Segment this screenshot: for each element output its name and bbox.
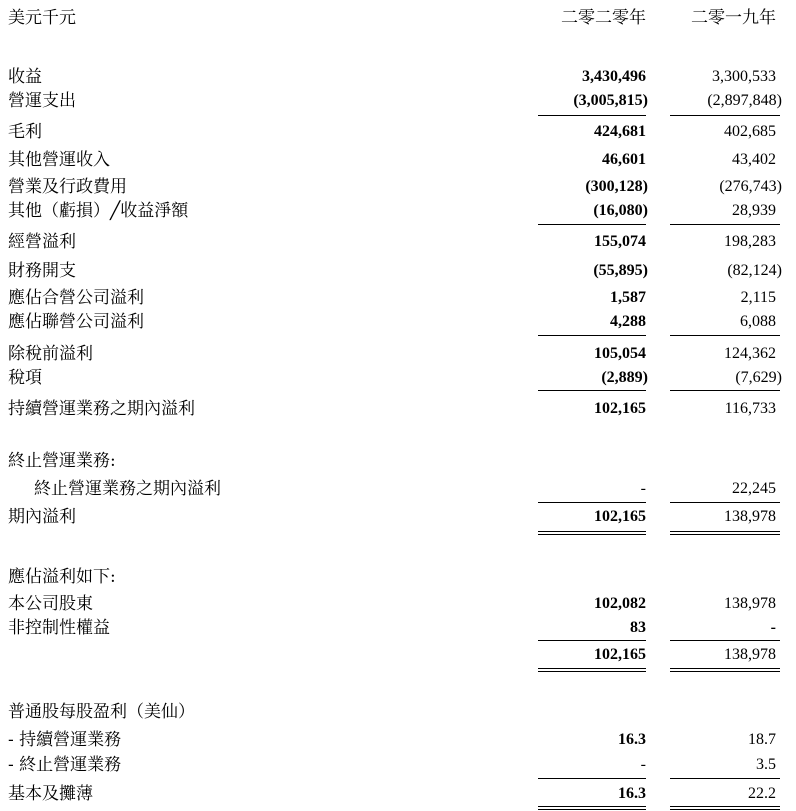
- row-non-controlling: [0, 616, 796, 640]
- value-2019: 28,939: [732, 202, 776, 219]
- unit-label: 美元千元: [8, 8, 76, 28]
- row-label: 財務開支: [8, 261, 76, 281]
- value-2019: 402,685: [724, 123, 776, 140]
- value-2020: (55,895): [593, 262, 648, 279]
- value-2020: 3,430,496: [582, 68, 646, 85]
- row-sga: [0, 175, 796, 199]
- value-2020: 16.3: [618, 785, 646, 802]
- divider-line: [538, 115, 646, 116]
- double-underline: [538, 809, 646, 810]
- value-2020: 16.3: [618, 731, 646, 748]
- row-other-income: [0, 148, 796, 172]
- row-label: - 終止營運業務: [8, 755, 122, 775]
- divider-line: [670, 502, 780, 503]
- row-label: 基本及攤薄: [8, 784, 93, 804]
- divider-line: [538, 335, 646, 336]
- row-finance-costs: [0, 259, 796, 283]
- double-underline: [670, 671, 780, 672]
- row-operating-profit: [0, 230, 796, 254]
- value-2020: 4,288: [610, 313, 646, 330]
- section-heading: 終止營運業務:: [8, 451, 116, 471]
- row-eps-continuing: [0, 728, 796, 752]
- value-2020: 46,601: [602, 151, 646, 168]
- divider-line: [670, 640, 780, 641]
- row-label: 期內溢利: [8, 507, 76, 527]
- divider-line: [670, 224, 780, 225]
- row-label: 稅項: [8, 368, 42, 388]
- value-2019: (7,629): [735, 369, 782, 386]
- row-eps-discontinued: [0, 753, 796, 777]
- divider-line: [538, 778, 646, 779]
- row-label: 持續營運業務之期內溢利: [8, 399, 195, 419]
- double-underline: [670, 668, 780, 669]
- value-2019: 138,978: [724, 508, 776, 525]
- value-2020: 83: [630, 619, 646, 636]
- value-2019: 138,978: [724, 595, 776, 612]
- value-2020: 105,054: [594, 345, 646, 362]
- row-label: 應佔聯營公司溢利: [8, 312, 144, 332]
- value-2019: 22,245: [732, 480, 776, 497]
- section-heading: 應佔溢利如下:: [8, 567, 116, 587]
- row-shareholders: [0, 592, 796, 616]
- value-2019: 116,733: [724, 400, 776, 417]
- double-underline: [538, 531, 646, 532]
- double-underline: [538, 534, 646, 535]
- double-underline: [538, 806, 646, 807]
- value-2020: (3,005,815): [573, 92, 648, 109]
- col-header-2019: 二零一九年: [691, 8, 776, 28]
- value-2020: 102,165: [594, 646, 646, 663]
- row-tax: [0, 366, 796, 390]
- value-2020: -: [640, 480, 646, 497]
- header-row: [0, 6, 796, 30]
- double-underline: [538, 668, 646, 669]
- row-jv-profit: [0, 286, 796, 310]
- divider-line: [538, 502, 646, 503]
- row-period-profit: [0, 505, 796, 529]
- row-label: 其他營運收入: [8, 150, 110, 170]
- value-2019: 18.7: [748, 731, 776, 748]
- row-associate-profit: [0, 310, 796, 334]
- value-2020: 102,165: [594, 508, 646, 525]
- value-2020: (2,889): [601, 369, 648, 386]
- row-discontinued-heading: [0, 449, 796, 473]
- row-attributable-heading: [0, 565, 796, 589]
- row-label: 除稅前溢利: [8, 344, 93, 364]
- row-label: 毛利: [8, 122, 42, 142]
- row-eps-heading: [0, 700, 796, 724]
- value-2019: 124,362: [724, 345, 776, 362]
- row-label: 營運支出: [8, 91, 76, 111]
- row-profit-before-tax: [0, 342, 796, 366]
- divider-line: [670, 390, 780, 391]
- double-underline: [670, 531, 780, 532]
- divider-line: [670, 778, 780, 779]
- row-label: 營業及行政費用: [8, 177, 127, 197]
- row-other-net: [0, 199, 796, 223]
- value-2020: 155,074: [594, 233, 646, 250]
- value-2019: 3.5: [756, 756, 776, 773]
- row-label: 本公司股東: [8, 594, 93, 614]
- double-underline: [670, 806, 780, 807]
- double-underline: [670, 809, 780, 810]
- divider-line: [538, 224, 646, 225]
- row-label: 經營溢利: [8, 232, 76, 252]
- divider-line: [670, 115, 780, 116]
- row-label: 其他（虧損）╱收益淨額: [8, 201, 189, 221]
- value-2019: (276,743): [719, 178, 782, 195]
- col-header-2020: 二零二零年: [561, 8, 646, 28]
- value-2019: (82,124): [727, 262, 782, 279]
- value-2020: -: [640, 756, 646, 773]
- divider-line: [538, 640, 646, 641]
- row-eps-basic: [0, 782, 796, 806]
- value-2019: 43,402: [732, 151, 776, 168]
- row-label: 收益: [8, 67, 42, 87]
- value-2019: 3,300,533: [712, 68, 776, 85]
- value-2020: (16,080): [593, 202, 648, 219]
- value-2020: 1,587: [610, 289, 646, 306]
- value-2019: 22.2: [748, 785, 776, 802]
- value-2020: 424,681: [594, 123, 646, 140]
- row-revenue: [0, 65, 796, 89]
- row-label: 非控制性權益: [8, 618, 110, 638]
- row-gross-profit: [0, 120, 796, 144]
- divider-line: [670, 335, 780, 336]
- section-heading: 普通股每股盈利（美仙）: [8, 702, 195, 722]
- row-attributable-total: [0, 643, 796, 667]
- value-2020: 102,082: [594, 595, 646, 612]
- value-2019: 6,088: [740, 313, 776, 330]
- row-label: 應佔合營公司溢利: [8, 288, 144, 308]
- value-2019: -: [770, 619, 776, 636]
- row-label: - 持續營運業務: [8, 730, 122, 750]
- row-opex: [0, 89, 796, 113]
- row-discontinued-profit: [0, 477, 796, 501]
- double-underline: [670, 534, 780, 535]
- value-2020: (300,128): [585, 178, 648, 195]
- row-continuing-profit: [0, 397, 796, 421]
- value-2020: 102,165: [594, 400, 646, 417]
- value-2019: 198,283: [724, 233, 776, 250]
- divider-line: [538, 390, 646, 391]
- value-2019: (2,897,848): [707, 92, 782, 109]
- value-2019: 2,115: [740, 289, 776, 306]
- row-label: 終止營運業務之期內溢利: [34, 479, 221, 499]
- value-2019: 138,978: [724, 646, 776, 663]
- double-underline: [538, 671, 646, 672]
